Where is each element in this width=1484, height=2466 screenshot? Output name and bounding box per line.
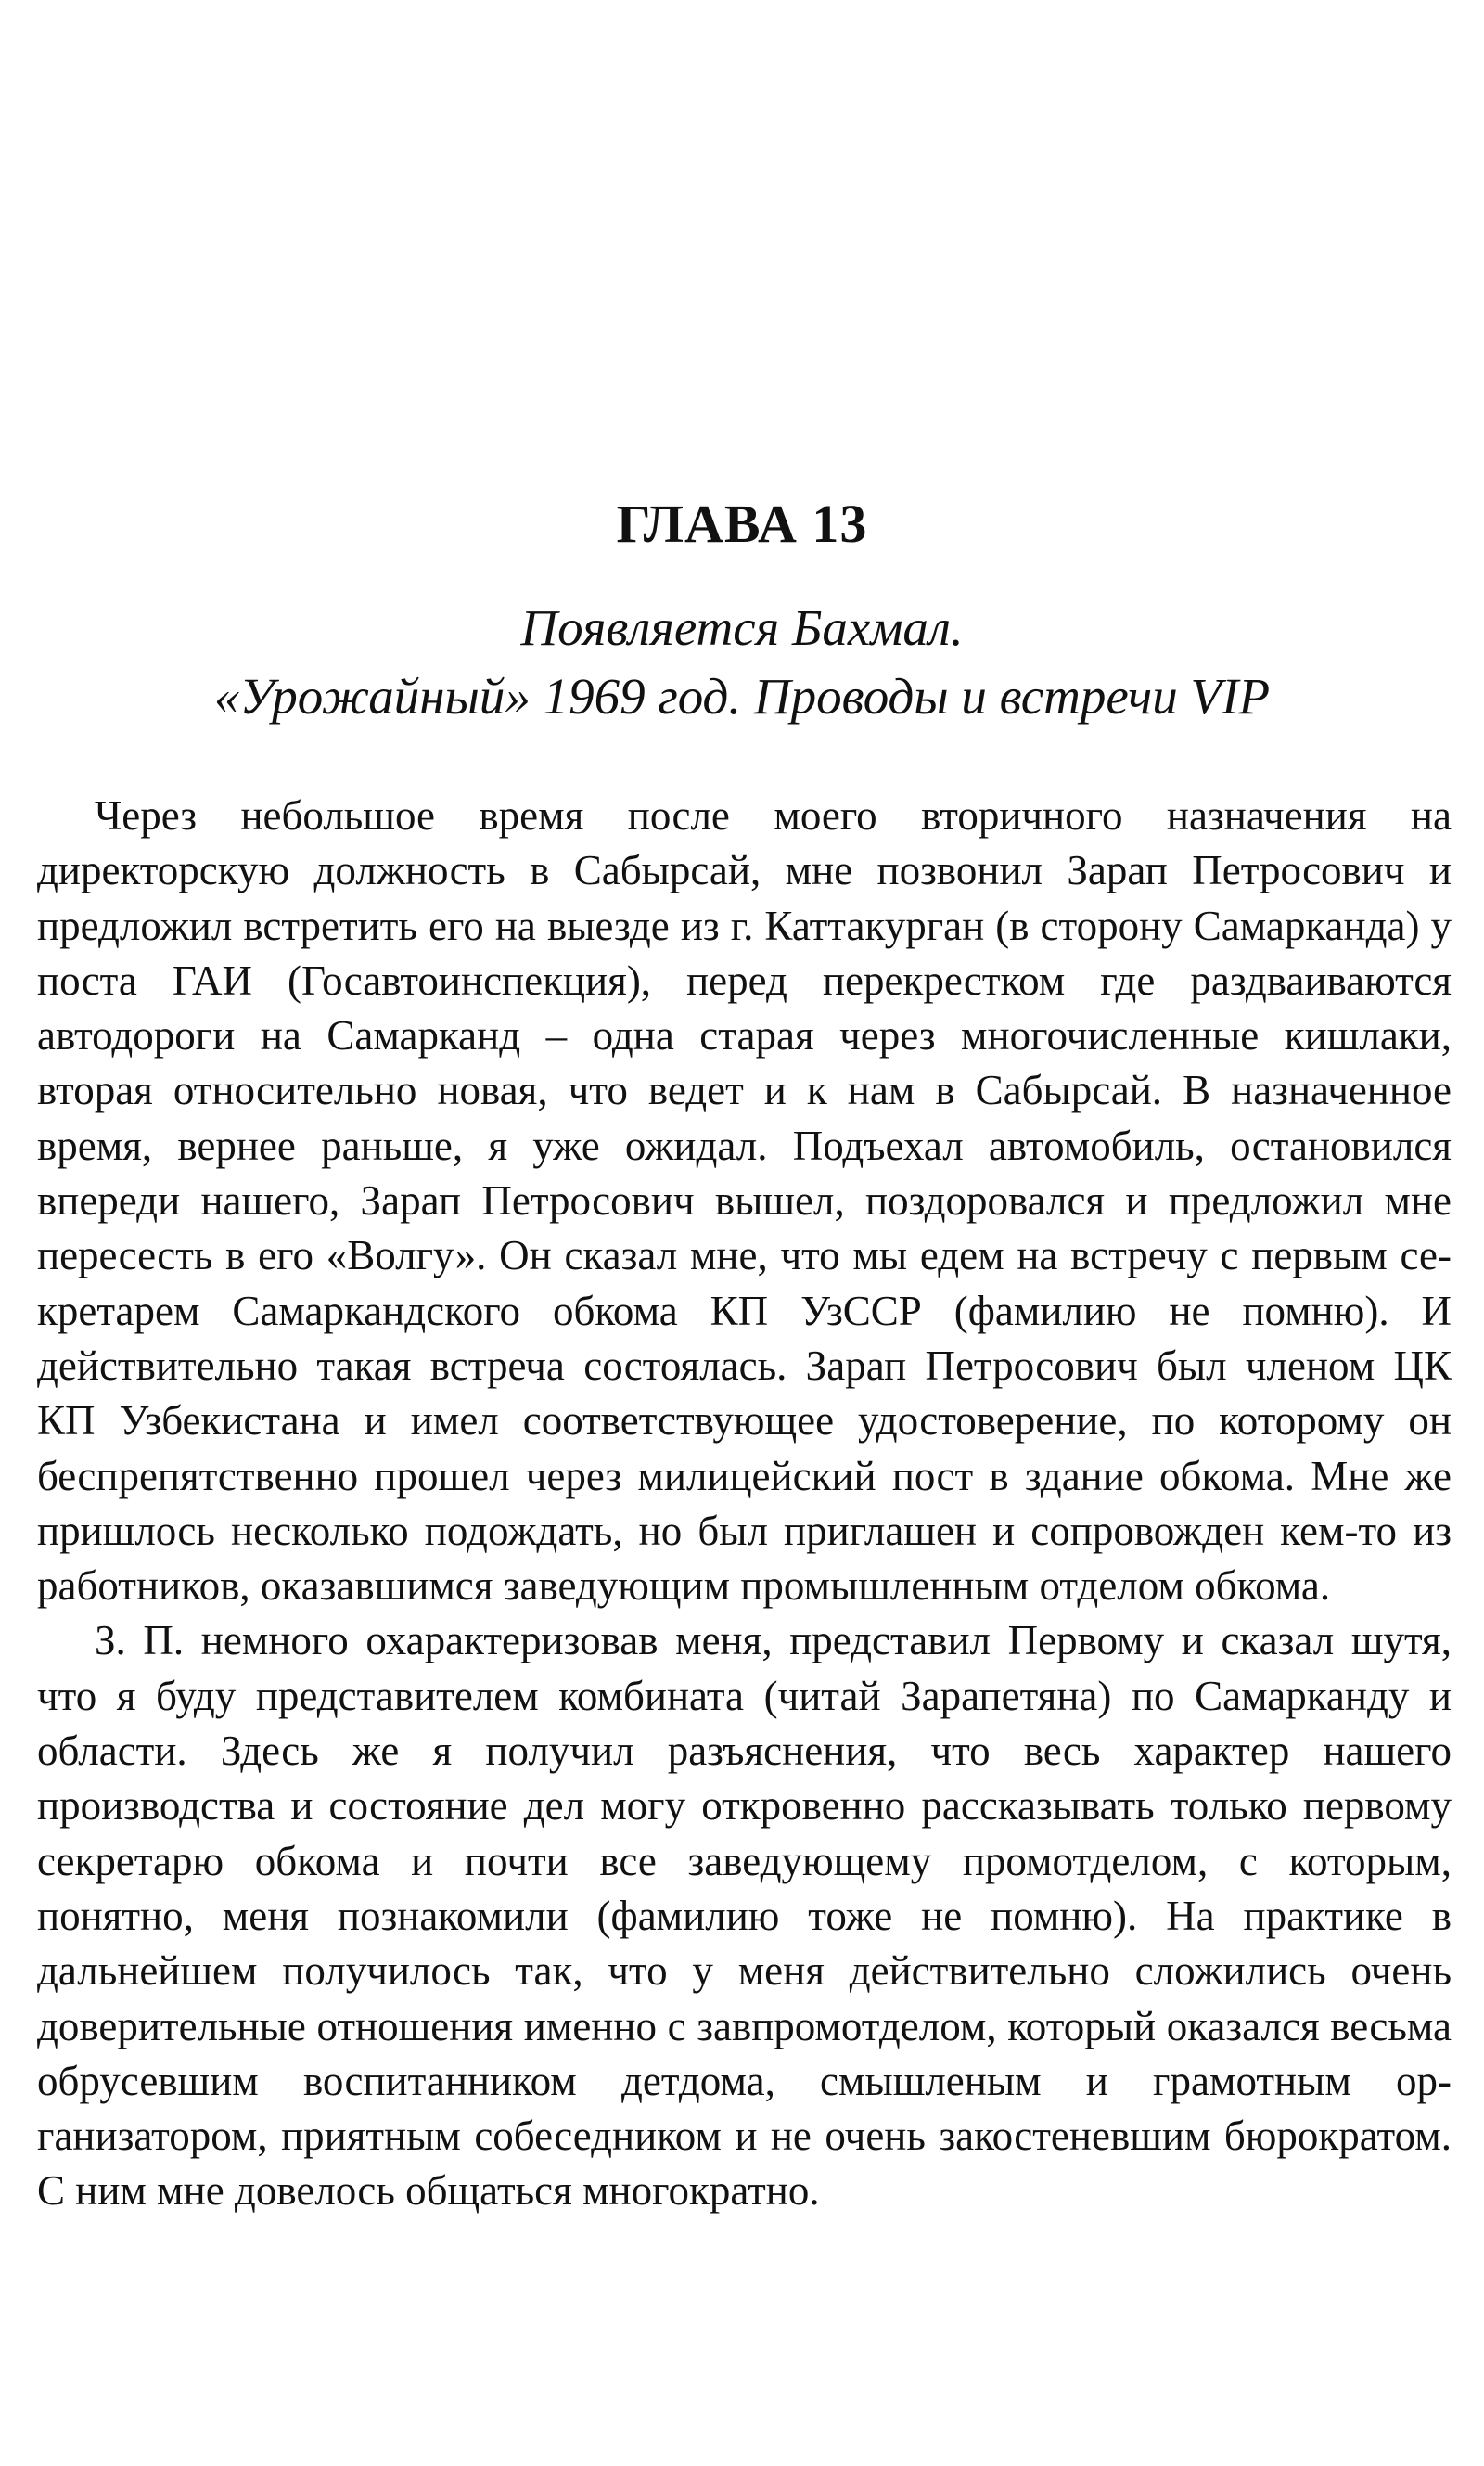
subtitle-line-2: «Урожайный» 1969 год. Проводы и встречи VIP (213, 668, 1271, 725)
chapter-heading: ГЛАВА 13 (616, 494, 868, 554)
body-text (37, 789, 1452, 2219)
subtitle-line-1: Появляется Бахмал. (520, 599, 964, 656)
chapter-subtitle (93, 594, 1391, 731)
paragraph-1: Через небольшое время после моего вторичного назначения на директорскую должность в Сабырсай, мне позвонил Зарап Петросович и предложил встретить его на выезде из г. Каттакурган (в сторону Самарканда) у поста ГАИ (Госавтоинспекция), перед перекрестком где раздваиваются автодороги на Самарканд – одна старая через многочисленные кишлаки, вторая относительно новая, что ведет и к нам в Сабырсай. В назначенное время, вернее раньше, я уже ожидал. Подъехал автомобиль, остановился впереди нашего, Зарап Петросович вышел, поздоровался и предложил мне пересесть в его «Волгу». Он сказал мне, что мы едем на встречу с первым секретарем Самаркандского обкома КП УзССР (фамилию не помню). И действительно такая встреча состоялась. Зарап Петросович был членом ЦК КП Узбекистана и имел соответствующее удостоверение, по которому он беспрепятственно прошел через милицейский пост в здание обкома. Мне же пришлось несколько подождать, но был приглашен и сопровожден кем-то из работников, оказавшимся заведующим промышленным отделом обкома. (37, 792, 1452, 1610)
paragraph-2: З. П. немного охарактеризовав меня, представил Первому и сказал шутя, что я буду представителем комбината (читай Зарапетяна) по Самарканду и области. Здесь же я получил разъяснения, что весь характер нашего производства и состояние дел могу откровенно рассказывать только первому секретарю обкома и почти все заведующему промотделом, с которым, понятно, меня познакомили (фамилию тоже не помню). На практике в дальнейшем получилось так, что у меня действительно сложились очень доверительные отношения именно с завпромотделом, который оказался весьма обрусевшим воспитанником детдома, смышленым и грамотным организатором, приятным собеседником и не очень закостеневшим бюрократом. С ним мне довелось общаться многократно. (37, 1617, 1452, 2215)
